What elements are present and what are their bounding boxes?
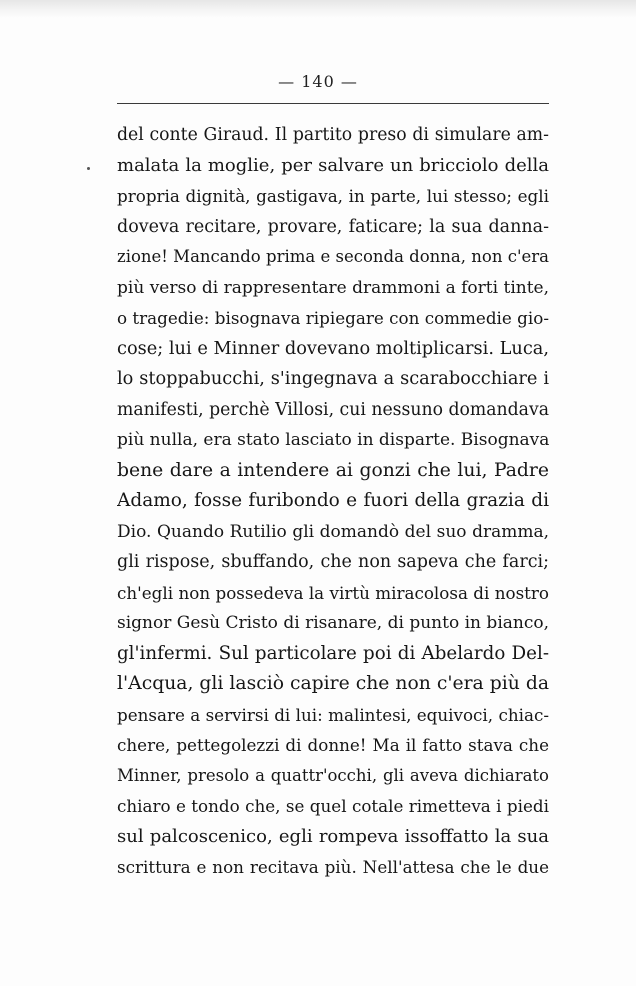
text-line: scrittura e non recitava più. Nell'attesa che le due (117, 857, 549, 877)
text-line: lo stoppabucchi, s'ingegnava a scarabocchiare i (117, 369, 549, 389)
text-line: propria dignità, gastigava, in parte, lui stesso; egli (117, 186, 549, 206)
text-line: più verso di rappresentare drammoni a forti tinte, (117, 277, 549, 298)
text-line: Adamo, fosse furibondo e fuori della grazia di (117, 490, 549, 511)
text-line: gli rispose, sbuffando, che non sapeva che farci; (117, 552, 549, 572)
text-line: ch'egli non possedeva la virtù miracolosa di nostro (117, 582, 549, 603)
text-line: malata la moglie, per salvare un bricciolo della (117, 154, 549, 176)
text-line: più nulla, era stato lasciato in disparte. Bisognava (117, 430, 549, 450)
text-line: Minner, presolo a quattr'occhi, gli aveva dichiarato (117, 765, 549, 785)
page-top-edge (0, 0, 636, 18)
text-line: cose; lui e Minner dovevano moltiplicarsi. Luca, (117, 338, 549, 359)
text-line: signor Gesù Cristo di risanare, di punto in bianco, (117, 613, 549, 633)
text-line: sul palcoscenico, egli rompeva issoffatto la sua (117, 825, 549, 847)
page-number: — 140 — (278, 72, 358, 91)
text-line: zione! Mancando prima e seconda donna, non c'era (117, 247, 549, 266)
text-line: manifesti, perchè Villosi, cui nessuno domandava (117, 399, 549, 420)
text-line: doveva recitare, provare, faticare; la sua danna- (117, 216, 549, 237)
text-line: Dio. Quando Rutilio gli domandò del suo dramma, (117, 521, 549, 542)
text-line: del conte Giraud. Il partito preso di simulare am- (117, 125, 549, 145)
text-line: o tragedie: bisognava ripiegare con commedie gio- (117, 308, 549, 328)
margin-mark (87, 167, 90, 170)
text-line: gl'infermi. Sul particolare poi di Abelardo Del- (117, 642, 549, 664)
text-line: bene dare a intendere ai gonzi che lui, Padre (117, 459, 549, 481)
header-rule (117, 103, 549, 104)
text-line: chiaro e tondo che, se quel cotale rimetteva i piedi (117, 796, 549, 816)
text-line: pensare a servirsi di lui: malintesi, equivoci, chiac- (117, 704, 549, 725)
text-line: chere, pettegolezzi di donne! Ma il fatto stava che (117, 735, 549, 755)
body-text (117, 120, 549, 883)
text-line: l'Acqua, gli lasciò capire che non c'era più da (117, 673, 549, 694)
